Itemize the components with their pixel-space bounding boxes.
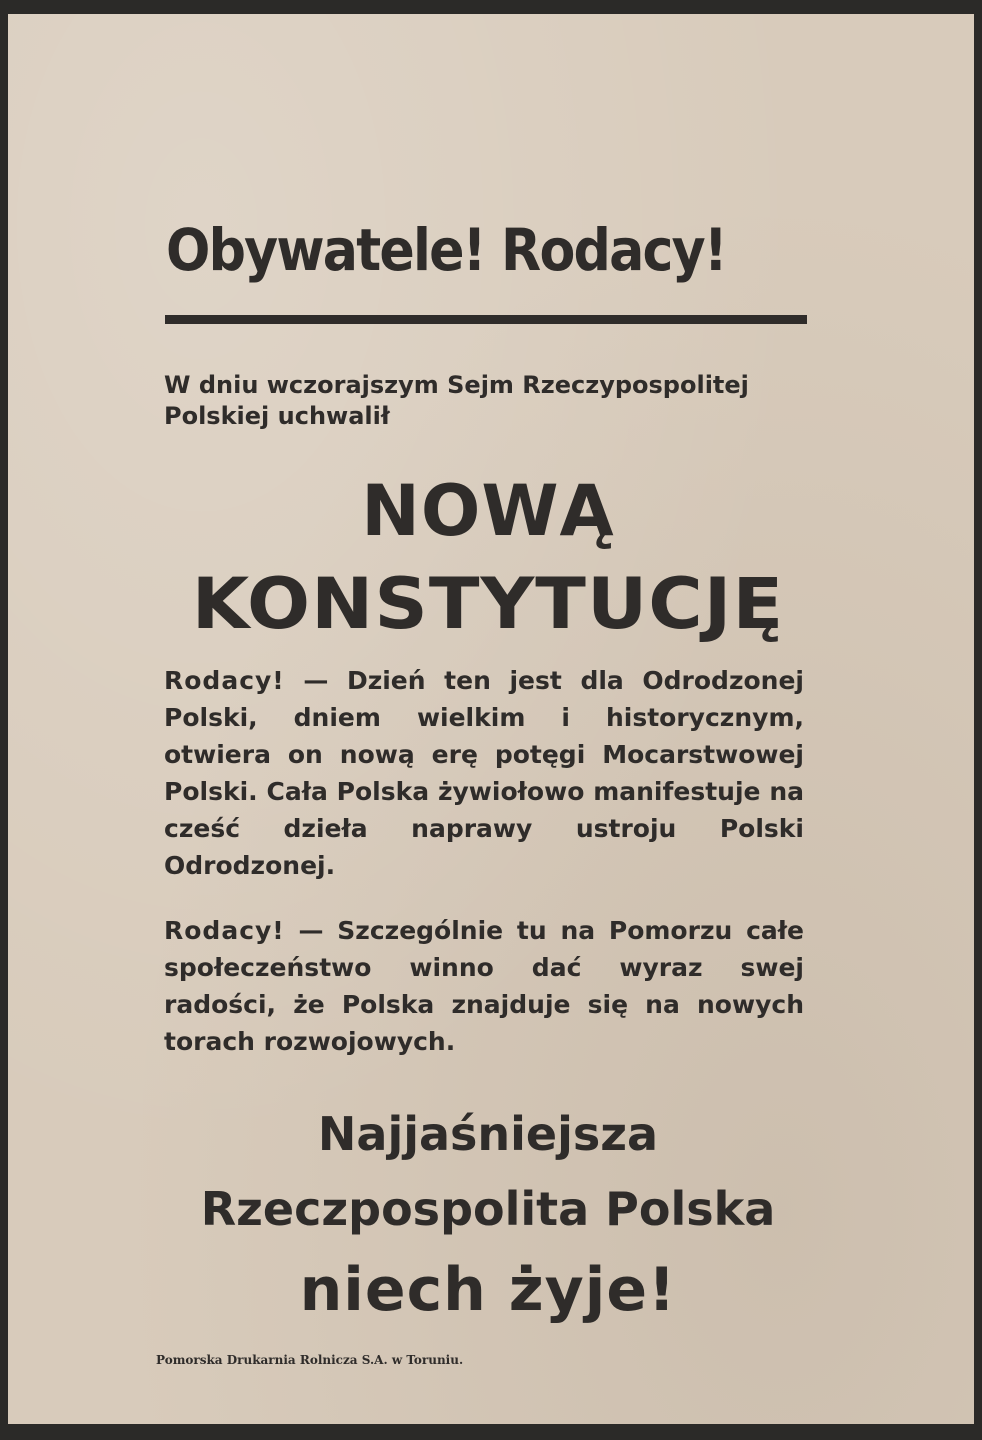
paragraph-2-text: — Szczególnie tu na Pomorzu całe społeczeństwo winno dać wyraz swej radości, że Polska znajduje się na nowych torach rozwojowych. <box>164 916 804 1056</box>
closing-line-3: niech żyje! <box>299 1255 677 1325</box>
paragraph-1-lead: Rodacy! <box>164 666 285 695</box>
headline-underline <box>165 315 807 324</box>
closing-line-2: Rzeczpospolita Polska <box>200 1182 776 1236</box>
printer-imprint: Pomorska Drukarnia Rolnicza S.A. w Toruniu. <box>156 1353 464 1367</box>
paragraph-1-text: — Dzień ten jest dla Odrodzonej Polski, dniem wielkim i historycznym, otwiera on nową erę potęgi Mocarstwowej Polski. Cała Polska żywiołowo manifestuje na cześć dzieła naprawy ustroju Polski Odrodzonej. <box>164 666 804 880</box>
paragraph-2-lead: Rodacy! <box>164 916 285 945</box>
poster-sheet <box>8 14 974 1424</box>
intro-text: W dniu wczorajszym Sejm Rzeczypospolitej Polskiej uchwalił <box>164 371 749 430</box>
paragraph-1 <box>164 662 804 884</box>
poster-headline: Obywatele! Rodacy! <box>166 216 726 284</box>
paragraph-2 <box>164 912 804 1060</box>
big-title-line-2: KONSTYTUCJĘ <box>191 563 785 645</box>
closing-line-1: Najjaśniejsza <box>317 1107 659 1161</box>
big-title-line-1: NOWĄ <box>361 470 615 552</box>
